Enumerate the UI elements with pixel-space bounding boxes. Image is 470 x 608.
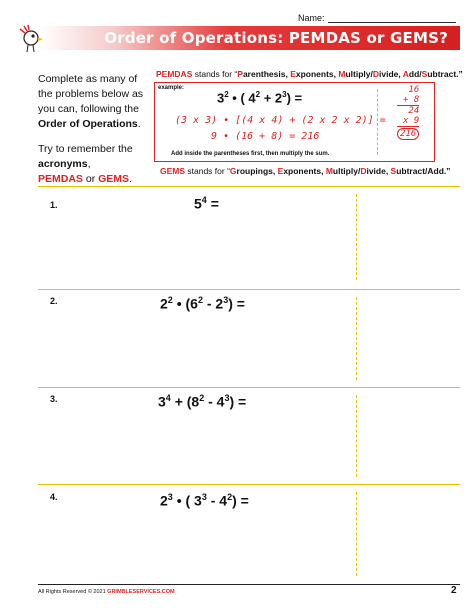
site-link[interactable]: GRIMBLESERVICES.COM: [107, 589, 175, 595]
gems-definition: GEMS stands for “Groupings, Exponents, Multiply/Divide, Subtract/Add.”: [160, 166, 451, 176]
example-equation: $3^2$ • ( $4^2 + 2^3$) =: [217, 90, 303, 106]
instructions-paragraph-1: Complete as many of the problems below as you can, following the Order of Operations.: [38, 73, 144, 130]
example-label: example:: [158, 85, 185, 91]
problem-number: 1.: [50, 200, 58, 210]
problem-number: 3.: [50, 394, 58, 404]
example-divider: [377, 89, 378, 155]
work-area-divider: [356, 492, 357, 576]
page-title: Order of Operations: PEMDAS or GEMS?: [104, 29, 448, 47]
problem-3-equation: $3^4 + (8^2 - 4^3)$ =: [158, 393, 247, 410]
work-area-divider: [356, 297, 357, 380]
name-label: Name:: [298, 13, 325, 23]
name-field[interactable]: [328, 22, 456, 23]
pemdas-definition: PEMDAS stands for “Parenthesis, Exponents, Multiply/Divide, Add/Subtract.”: [156, 69, 463, 79]
problem-1-equation: $5^4$ =: [194, 195, 219, 212]
copyright: All Rights Reserved © 2021 GRIMBLESERVICES.COM: [38, 589, 175, 595]
problem-4-equation: $2^3$ • ( $3^3 - 4^2$) =: [160, 492, 249, 509]
title-banner: [40, 26, 460, 50]
section-divider: [38, 186, 460, 187]
example-note: Add inside the parentheses first, then multiply the sum.: [171, 151, 330, 157]
section-divider: [38, 387, 460, 388]
page-number: 2: [451, 585, 457, 596]
example-scratch-work: 16 + 8 24 x 9 216: [397, 85, 419, 140]
work-area-divider: [356, 194, 357, 280]
problem-2-equation: $2^2$ • $(6^2 - 2^3)$ =: [160, 295, 245, 312]
instructions: [38, 72, 150, 197]
example-box: [154, 82, 435, 162]
bird-logo-icon: [14, 24, 44, 54]
problem-number: 4.: [50, 492, 58, 502]
section-divider: [38, 484, 460, 485]
footer-rule: [38, 584, 460, 585]
section-divider: [38, 289, 460, 290]
problem-number: 2.: [50, 296, 58, 306]
work-area-divider: [356, 395, 357, 477]
example-work-line-2: 9 • (16 + 8) = 216: [211, 131, 320, 142]
instructions-paragraph-2: Try to remember the acronyms, PEMDAS or GEMS.: [38, 143, 133, 185]
example-work-line-1: (3 x 3) • [(4 x 4) + (2 x 2 x 2)] =: [175, 115, 386, 126]
